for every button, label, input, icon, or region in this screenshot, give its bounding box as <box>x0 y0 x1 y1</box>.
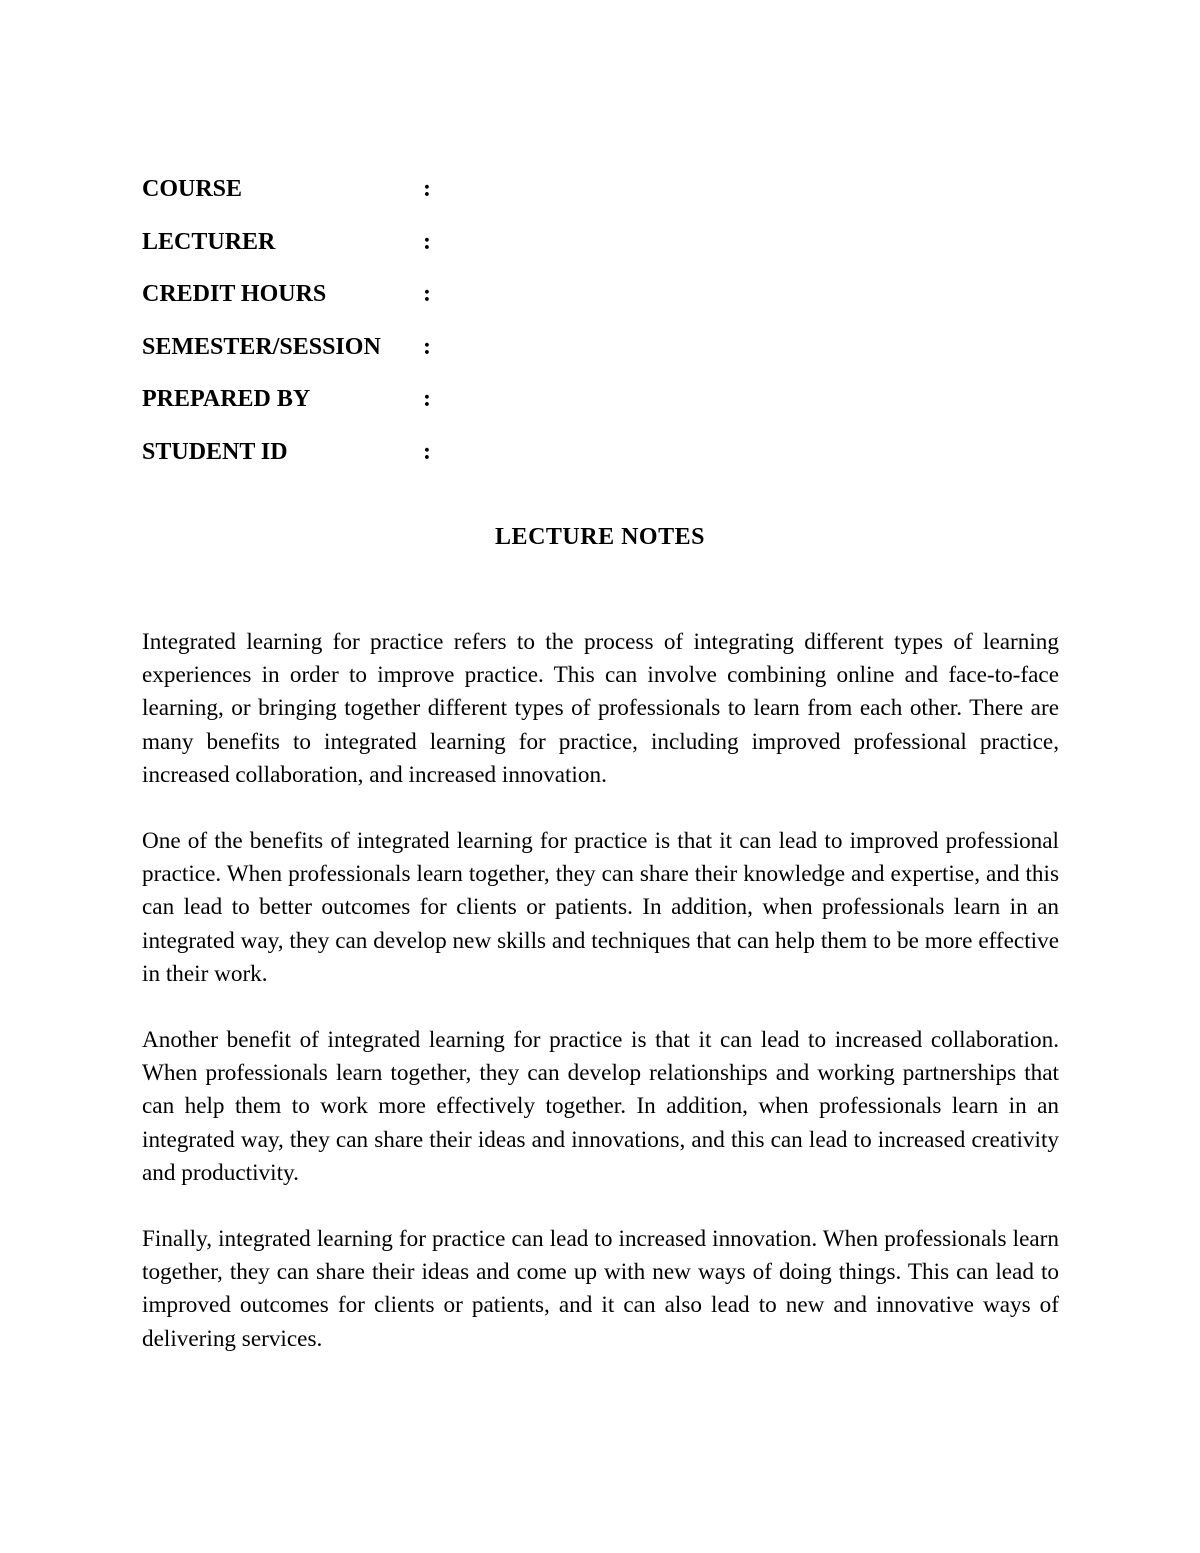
info-colon: : <box>423 438 431 465</box>
paragraph-collaboration: Another benefit of integrated learning for practice is that it can lead to increased collaboration. When professionals learn together, they can develop relationships and working partnerships that can help them to work more effectively together. In addition, when professionals learn in an integrated way, they can share their ideas and innovations, and this can lead to increased creativity and productivity. <box>142 1027 1059 1186</box>
info-label-lecturer: LECTURER <box>142 228 276 255</box>
info-colon: : <box>423 281 431 307</box>
paragraph-intro: Integrated learning for practice refers to the process of integrating different types of learning experiences in order to improve practice. This can involve combining online and face-to-face learning, or bringing together different types of professionals to learn from each other. There are many benefits to integrated learning for practice, including improved professional practice, increased collaboration, and increased innovation. <box>142 629 1059 788</box>
paragraph-improved-practice: One of the benefits of integrated learning for practice is that it can lead to improved professional practice. When professionals learn together, they can share their knowledge and expertise, and this can lead to better outcomes for clients or patients. In addition, when professionals learn in an integrated way, they can develop new skills and techniques that can help them to be more effective in their work. <box>142 828 1059 987</box>
info-label-credit-hours: CREDIT HOURS <box>142 281 327 307</box>
info-colon: : <box>423 228 431 255</box>
document-title: LECTURE NOTES <box>495 524 705 550</box>
body-text <box>142 626 1059 1389</box>
info-colon: : <box>423 386 431 412</box>
info-label-course: COURSE <box>142 176 243 202</box>
info-label-semester-session: SEMESTER/SESSION <box>142 333 381 360</box>
info-label-student-id: STUDENT ID <box>142 438 288 465</box>
info-colon: : <box>423 333 431 360</box>
paragraph-innovation: Finally, integrated learning for practice can lead to increased innovation. When professionals learn together, they can share their ideas and come up with new ways of doing things. This can lead to improved outcomes for clients or patients, and it can also lead to new and innovative ways of delivering services. <box>142 1226 1059 1352</box>
info-colon: : <box>423 176 431 202</box>
info-label-prepared-by: PREPARED BY <box>142 386 311 412</box>
